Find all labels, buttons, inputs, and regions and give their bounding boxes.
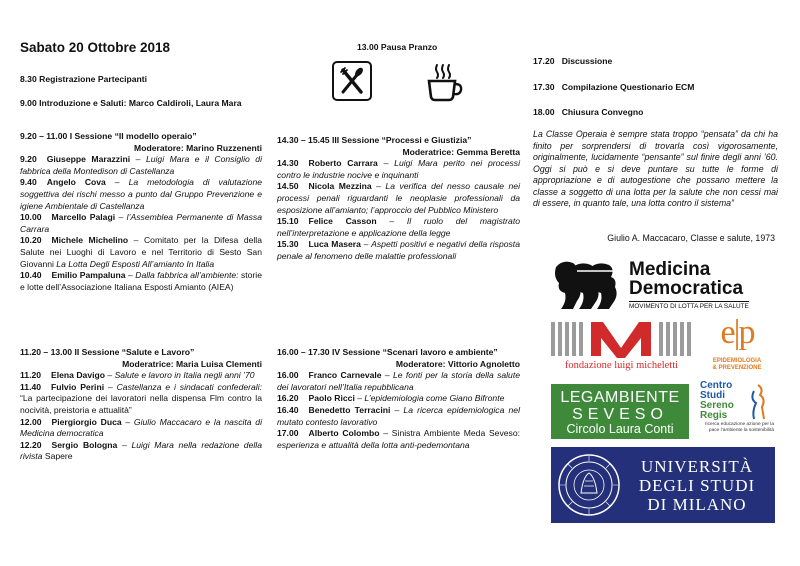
micheletti-logo <box>549 318 694 374</box>
session-3-moderator: Moderatrice: Gemma Beretta <box>402 146 520 157</box>
talk-time: 14.50 <box>277 181 299 192</box>
talk-speaker: Marcello Palagi <box>51 212 116 223</box>
sereno-regis-line-3: Sereno <box>700 400 734 411</box>
sereno-regis-line-2: Studi <box>700 390 725 401</box>
talk-speaker: Michele Michelino <box>51 235 129 246</box>
talk-time: 11.40 <box>20 381 42 392</box>
talk-separator: – <box>105 177 129 188</box>
legambiente-city: SEVESO <box>572 406 668 423</box>
talk-title-continued: La Lotta Degli Esposti All’amianto In Italia <box>53 258 215 269</box>
talk-title-continued: “La partecipazione dei lavoratori nella dispensa Flm contro la nocività, preistoria e attualità” <box>20 393 262 415</box>
talk-entry <box>277 405 520 428</box>
talk-time: 10.20 <box>20 235 42 246</box>
talk-entry <box>277 370 520 393</box>
sereno-regis-line-4: Regis <box>700 410 728 421</box>
talk-time: 16.40 <box>277 404 299 415</box>
talk-title: Il ruolo del magistrato nell’interpretazione e applicazione della legge <box>277 216 520 238</box>
session-2-moderator: Moderatrice: Maria Luisa Clementi <box>122 358 262 369</box>
talk-entry <box>20 154 262 177</box>
talk-entry <box>20 212 262 235</box>
talk-separator: – <box>128 235 144 246</box>
talk-title: La metodologia di valutazione soggettiva dei rischi messo a punto dal Gruppo Prevenzione e igiene Ambientale di Castellanza <box>20 177 262 211</box>
talk-title: Le fonti per la storia della salute dei lavoratori nell’Italia repubblicana <box>277 370 521 392</box>
talk-entry <box>277 216 520 239</box>
talk-separator: – <box>105 370 115 381</box>
session-1-talks <box>20 154 262 293</box>
talk-title: Luigi Mara nella redazione della rivista <box>20 439 262 462</box>
ep-letters: e|p <box>720 314 754 351</box>
talk-time: 12.00 <box>20 416 42 427</box>
talk-title: Salute e lavoro in Italia negli anni ’70 <box>114 370 255 381</box>
talk-separator: – <box>376 216 407 227</box>
talk-separator: – <box>104 381 117 392</box>
talk-title-continued: storie e lotte dell’Associazione Italiana Esposti Amianto (AIEA) <box>20 270 262 292</box>
talk-speaker: Nicola Mezzina <box>308 181 372 192</box>
talk-separator: – <box>121 416 134 427</box>
talk-entry <box>277 239 520 262</box>
talk-time: 14.30 <box>277 158 299 169</box>
talk-time: 11.20 <box>20 370 42 381</box>
talk-entry <box>277 181 520 216</box>
talk-separator: – <box>371 181 386 192</box>
session-1-moderator: Moderatore: Marino Ruzzenenti <box>134 142 262 153</box>
ep-logo <box>698 314 776 376</box>
talk-separator: – <box>354 393 365 404</box>
talk-title: Giulio Maccacaro e la nascita di Medicina democratica <box>20 416 262 439</box>
event-date: Sabato 20 Ottobre 2018 <box>20 40 171 55</box>
talk-entry <box>20 417 262 440</box>
micheletti-mark <box>549 318 694 360</box>
session-2 <box>20 347 262 463</box>
session-4 <box>277 347 520 451</box>
talk-time: 10.00 <box>20 212 42 223</box>
talk-separator: – <box>117 439 132 450</box>
talk-time: 16.00 <box>277 370 299 381</box>
medicina-democratica-logo <box>553 257 763 310</box>
talk-speaker: Paolo Ricci <box>308 393 355 404</box>
session-4-title: 16.00 – 17.30 IV Sessione “Scenari lavoro e ambiente” <box>277 347 498 357</box>
talk-time: 12.20 <box>20 439 42 450</box>
talk-speaker: Elena Davigo <box>51 370 105 381</box>
talk-entry <box>277 428 520 451</box>
talk-separator: – <box>390 404 404 415</box>
session-1 <box>20 131 262 293</box>
sereno-regis-tagline: ricerca educazione azione per la pace l’ambiente la sostenibilità <box>704 422 774 433</box>
session-3-talks <box>277 158 520 262</box>
talk-entry <box>20 382 262 417</box>
medicina-democratica-name-1: Medicina <box>629 259 711 280</box>
talk-title: Luigi Mara perito nei processi contro le industrie nocive e inquinanti <box>277 158 520 180</box>
unimi-line-1: UNIVERSITÀ <box>641 457 753 476</box>
talk-separator: – <box>130 154 146 165</box>
talk-title: La verifica del nesso causale nei processi penali riguardanti le neoplasie professionali da esposizione all’amianto; l’approccio del Pubblico Ministero <box>277 181 520 215</box>
talk-title: La ricerca epidemiologica nel mutato contesto lavorativo <box>277 404 520 427</box>
session-1-title: 9.20 – 11.00 I Sessione “Il modello operaio” <box>20 131 197 141</box>
sereno-regis-logo <box>694 381 774 441</box>
micheletti-name: fondazione luigi micheletti <box>564 360 679 371</box>
talk-speaker: Franco Carnevale <box>308 370 382 381</box>
session-2-talks <box>20 370 262 463</box>
talk-title: Aspetti positivi e negativi della risposta penale al fenomeno delle malattie professionali <box>277 239 520 261</box>
talk-time: 15.30 <box>277 239 299 250</box>
ep-text-1: EPIDEMIOLOGIA <box>712 358 762 364</box>
talk-title: Dalla fabbrica all’ambiente: <box>135 270 239 281</box>
talk-title-continued: esperienza e attualità della lotta anti-pedemontana <box>277 439 470 450</box>
talk-separator: – <box>377 158 395 169</box>
talk-time: 9.40 <box>20 177 37 188</box>
fork-knife-icon <box>332 61 372 101</box>
sereno-regis-line-1: Centro <box>700 380 733 391</box>
talk-speaker: Piergiorgio Duca <box>51 416 122 427</box>
talk-title: Sinistra Ambiente Meda Seveso: <box>391 428 521 439</box>
talk-speaker: Roberto Carrara <box>308 158 378 169</box>
session-3 <box>277 135 520 263</box>
quote-source: Giulio A. Maccacaro, Classe e salute, 1973 <box>607 233 775 243</box>
closing-item-3: 18.00 Chiusura Convegno <box>533 107 644 117</box>
closing-item-1: 17.20 Discussione <box>533 56 613 66</box>
talk-speaker: Luca Masera <box>308 239 361 250</box>
lunch-line: 13.00 Pausa Pranzo <box>357 42 438 52</box>
medicina-democratica-tagline: MOVIMENTO DI LOTTA PER LA SALUTE <box>629 303 749 310</box>
talk-time: 9.20 <box>20 154 37 165</box>
talk-title: L’epidemiologia come Giano Bifronte <box>364 393 505 404</box>
session-3-title: 14.30 – 15.45 III Sessione “Processi e Giustizia” <box>277 135 472 145</box>
talk-speaker: Fulvio Perini <box>51 381 105 392</box>
legambiente-name: LEGAMBIENTE <box>560 389 680 406</box>
talk-title: Luigi Mara e il Consiglio di fabbrica della Montedison di Castellanza <box>20 154 262 176</box>
talk-title: Comitato per la Difesa della Salute nei Luoghi di Lavoro e nel Territorio di Sesto San Giovanni <box>20 235 262 269</box>
talk-entry <box>20 235 262 270</box>
registration-line: 8.30 Registrazione Partecipanti <box>20 74 148 84</box>
talk-title: l’Assemblea Permanente di Massa Carrara <box>20 212 262 234</box>
talk-entry <box>277 393 520 405</box>
talk-speaker: Giuseppe Marazzini <box>46 154 131 165</box>
talk-speaker: Angelo Cova <box>46 177 106 188</box>
unimi-line-2: DEGLI STUDI <box>638 476 756 495</box>
closing-item-2: 17.30 Compilazione Questionario ECM <box>533 82 695 92</box>
talk-entry <box>277 158 520 181</box>
talk-separator: – <box>115 212 127 223</box>
unimi-logo <box>551 447 775 523</box>
talk-separator: – <box>381 370 394 381</box>
session-4-moderator: Moderatore: Vittorio Agnoletto <box>395 358 520 369</box>
talk-time: 10.40 <box>20 270 42 281</box>
ep-text-2: & PREVENZIONE <box>712 365 762 371</box>
legambiente-circle: Circolo Laura Conti <box>566 422 674 436</box>
medicina-democratica-emblem <box>553 257 625 310</box>
talk-entry <box>20 440 262 463</box>
talk-separator: – <box>125 270 136 281</box>
sereno-regis-figure-icon <box>744 381 772 421</box>
unimi-seal <box>557 453 621 517</box>
talk-time: 17.00 <box>277 428 299 439</box>
talk-title-continued: Sapere <box>42 451 73 462</box>
talk-speaker: Emilio Pampaluna <box>51 270 126 281</box>
talk-speaker: Sergio Bologna <box>51 439 118 450</box>
coffee-cup-icon <box>423 61 467 105</box>
talk-separator: – <box>379 428 392 439</box>
talk-entry <box>20 270 262 293</box>
talk-title: Castellanza e i sindacati confederali: <box>116 381 262 392</box>
talk-speaker: Felice Casson <box>308 216 377 227</box>
talk-time: 16.20 <box>277 393 299 404</box>
talk-entry <box>20 177 262 212</box>
talk-entry <box>20 370 262 382</box>
medicina-democratica-name-2: Democratica <box>629 278 744 299</box>
session-4-talks <box>277 370 520 451</box>
talk-speaker: Alberto Colombo <box>308 428 380 439</box>
legambiente-seveso-logo <box>551 384 689 439</box>
talk-separator: – <box>360 239 372 250</box>
talk-time: 15.10 <box>277 216 299 227</box>
quote-text: La Classe Operaia è sempre stata troppo “pensata” da chi ha finito per sorprendersi di trovarla così vigorosamente, originalmente, lucidamente “pensante” sul finire degli anni ’60. Oggi si può e si deve puntare su tutte le forme di appropriazione e di autogestione che possano mettere la classe a soggetto di una lotta per la salute che non cessi mai di essere, in quanto tale, una lotta contro il sistema” <box>533 129 778 208</box>
talk-speaker: Benedetto Terracini <box>308 404 391 415</box>
unimi-line-3: DI MILANO <box>647 495 747 514</box>
session-2-title: 11.20 – 13.00 II Sessione “Salute e Lavoro” <box>20 347 195 357</box>
intro-line: 9.00 Introduzione e Saluti: Marco Caldiroli, Laura Mara <box>20 98 242 108</box>
